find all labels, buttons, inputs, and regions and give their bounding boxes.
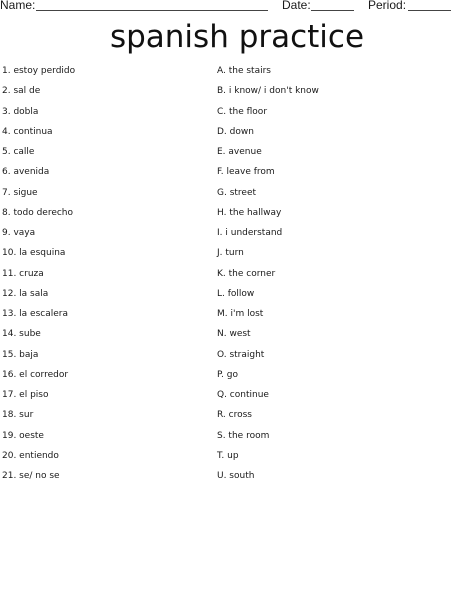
english-meaning-11: K. the corner xyxy=(217,268,276,279)
english-meaning-17: Q. continue xyxy=(217,390,269,400)
english-meaning-1: A. the stairs xyxy=(217,66,271,76)
spanish-term-8: 8. todo derecho xyxy=(2,207,74,218)
spanish-term-7: 7. sigue xyxy=(2,187,38,198)
worksheet-title: spanish practice xyxy=(109,19,365,55)
spanish-term-1: 1. estoy perdido xyxy=(2,66,76,76)
spanish-term-5: 5. calle xyxy=(2,147,35,157)
spanish-term-9: 9. vaya xyxy=(2,228,36,238)
spanish-term-4: 4. continua xyxy=(2,126,53,137)
spanish-term-3: 3. dobla xyxy=(2,106,39,117)
english-meaning-12: L. follow xyxy=(217,288,255,299)
english-meaning-3: C. the floor xyxy=(217,106,268,117)
spanish-term-6: 6. avenida xyxy=(2,167,50,178)
english-meaning-4: D. down xyxy=(217,126,254,137)
spanish-term-17: 17. el piso xyxy=(2,390,49,400)
date-blank-line xyxy=(311,10,354,11)
spanish-term-16: 16. el corredor xyxy=(2,369,69,380)
english-meaning-10: J. turn xyxy=(217,248,244,259)
english-meaning-6: F. leave from xyxy=(217,167,275,178)
english-meaning-16: P. go xyxy=(217,369,238,380)
spanish-term-15: 15. baja xyxy=(2,349,39,360)
english-meaning-2: B. i know/ i don't know xyxy=(217,86,319,97)
spanish-term-21: 21. se/ no se xyxy=(2,471,60,481)
english-meaning-20: T. up xyxy=(217,450,239,461)
spanish-term-11: 11. cruza xyxy=(2,268,44,279)
english-meaning-21: U. south xyxy=(217,471,255,481)
english-meaning-19: S. the room xyxy=(217,430,270,441)
name-blank-line xyxy=(36,10,268,11)
english-meaning-15: O. straight xyxy=(217,349,265,360)
spanish-term-18: 18. sur xyxy=(2,410,34,421)
worksheet-header xyxy=(0,0,474,14)
period-blank-line xyxy=(408,10,451,11)
english-meaning-7: G. street xyxy=(217,187,257,198)
spanish-term-12: 12. la sala xyxy=(2,288,49,299)
english-meanings-column xyxy=(217,61,319,486)
spanish-term-19: 19. oeste xyxy=(2,430,44,441)
spanish-term-13: 13. la escalera xyxy=(2,309,68,319)
name-label: Name: xyxy=(0,0,36,12)
spanish-term-10: 10. la esquina xyxy=(2,248,66,259)
spanish-term-2: 2. sal de xyxy=(2,86,41,97)
english-meaning-18: R. cross xyxy=(217,410,252,421)
english-meaning-5: E. avenue xyxy=(217,147,262,157)
spanish-term-20: 20. entiendo xyxy=(2,450,59,461)
english-meaning-14: N. west xyxy=(217,329,251,340)
english-meaning-9: I. i understand xyxy=(217,228,283,238)
spanish-terms-column xyxy=(2,61,75,486)
english-meaning-8: H. the hallway xyxy=(217,207,282,218)
period-label: Period: xyxy=(368,0,407,12)
spanish-term-14: 14. sube xyxy=(2,329,41,340)
date-label: Date: xyxy=(282,0,311,12)
english-meaning-13: M. i'm lost xyxy=(217,309,264,319)
